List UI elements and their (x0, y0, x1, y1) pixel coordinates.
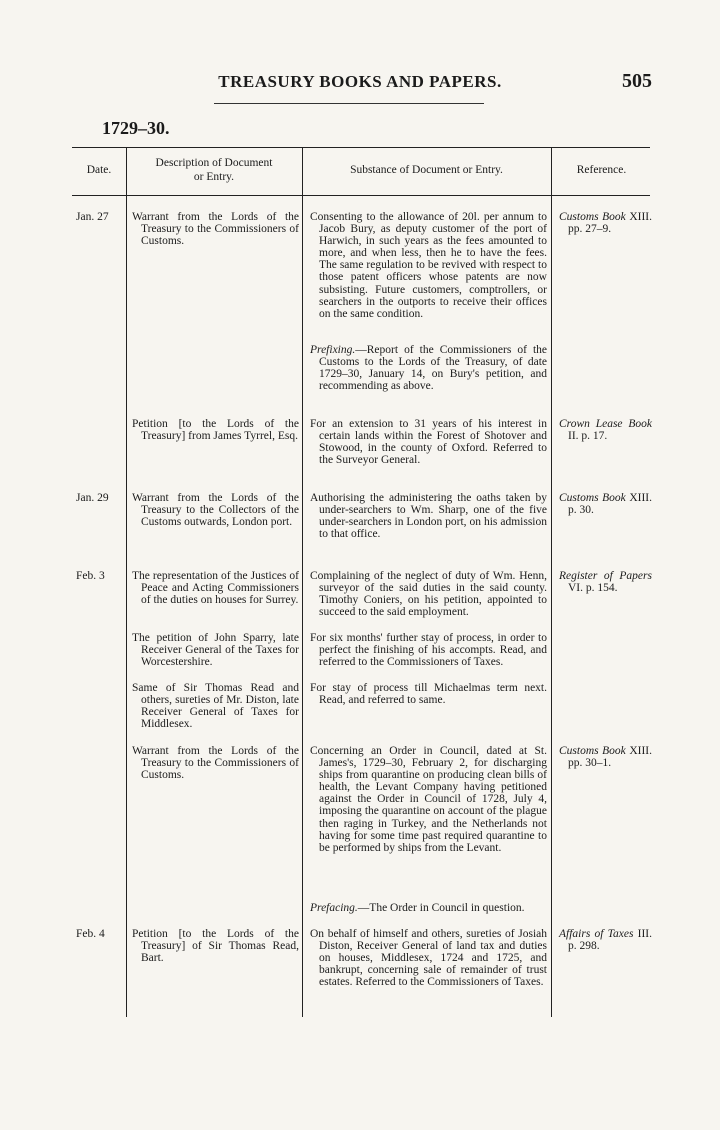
reference-title: Affairs of Taxes (559, 928, 634, 940)
entry-reference (559, 745, 652, 769)
entry-substance: Complaining of the neglect of duty of Wm. Henn, surveyor of the said duties in the said county. Timothy Coniers, on his petition, appointed to succeed to the said employment. (310, 570, 547, 619)
entry-reference (559, 418, 652, 442)
entry-description: Petition [to the Lords of the Treasury] of Sir Thomas Read, Bart. (132, 928, 299, 965)
column-header-description (128, 156, 300, 184)
year-label: 1729–30. (102, 118, 170, 138)
column-header-date: Date. (86, 164, 112, 176)
entry-substance: For six months' further stay of process, in order to perfect the finishing of his accompts. Read, and referred to the Commissioners of Taxes. (310, 632, 547, 669)
running-title: TREASURY BOOKS AND PAPERS. (218, 72, 502, 91)
reference-title: Customs Book (559, 211, 626, 223)
reference-title: Customs Book (559, 492, 626, 504)
entry-substance: Consenting to the allowance of 20l. per annum to Jacob Bury, as deputy customer of the port of Harwich, in such years as the fees amounted to more, and when less, then he to have the fees. The same regulation to be revived with respect to those patent officers whose patents are now subsisting. Future customers, comptrollers, or searchers in the outports to receive their offices on the same condition. (310, 211, 547, 320)
table-top-rule (72, 147, 650, 148)
entry-description: The petition of John Sparry, late Receiver General of the Taxes for Worcestershire. (132, 632, 299, 669)
column-header-substance: Substance of Document or Entry. (350, 164, 503, 176)
note-label: Prefacing. (310, 902, 358, 914)
entry-substance: For stay of process till Michaelmas term next. Read, and referred to same. (310, 682, 547, 707)
table-header-rule (72, 195, 650, 196)
column-header-reference: Reference. (576, 164, 627, 176)
reference-location: XIII. p. 30. (568, 492, 653, 517)
column-header-description-line: or Entry. (193, 171, 235, 183)
entry-date: Jan. 29 (76, 492, 109, 504)
note-label: Prefixing. (310, 344, 356, 356)
column-divider (126, 147, 127, 1017)
entry-reference (559, 570, 652, 594)
page-number: 505 (622, 70, 652, 92)
reference-title: Register of Papers (559, 570, 652, 582)
reference-location: II. p. 17. (568, 430, 608, 443)
entry-substance: For an extension to 31 years of his interest in certain lands within the Forest of Shotover and Stowood, in the county of Oxford. Referred to the Surveyor General. (310, 418, 547, 467)
reference-location: XIII. pp. 27–9. (568, 211, 653, 236)
entry-substance: Authorising the administering the oaths taken by under-searchers to Wm. Sharp, one of the five under-searchers in London port, on his admission to that office. (310, 492, 547, 541)
note-text: —Report of the Commissioners of the Customs to the Lords of the Treasury, of date 1729–30, January 14, on Bury's petition, and recommending as above. (319, 344, 547, 393)
entry-reference (559, 211, 652, 235)
reference-title: Crown Lease Book (559, 418, 652, 430)
entry-description: Same of Sir Thomas Read and others, sureties of Mr. Diston, late Receiver General of Taxes for Middlesex. (132, 682, 299, 731)
entry-date: Feb. 3 (76, 570, 105, 582)
entry-description: The representation of the Justices of Peace and Acting Commissioners of the duties on houses for Surrey. (132, 570, 299, 607)
reference-location: XIII. pp. 30–1. (568, 745, 653, 770)
entry-description: Warrant from the Lords of the Treasury to the Collectors of the Customs outwards, London port. (132, 492, 299, 529)
entry-description: Warrant from the Lords of the Treasury to the Commissioners of Customs. (132, 211, 299, 248)
entry-description: Petition [to the Lords of the Treasury] from James Tyrrel, Esq. (132, 418, 299, 443)
entry-note (310, 344, 547, 392)
entry-reference (559, 928, 652, 952)
entry-reference (559, 492, 652, 516)
header-divider (214, 103, 484, 104)
column-divider (302, 147, 303, 1017)
records-table (72, 147, 653, 1017)
entry-substance: On behalf of himself and others, sureties of Josiah Diston, Receiver General of land tax and duties on houses, Middlesex, 1724 and 1725, and bankrupt, concerning sale of remainder of trust estates. Referred to the Commissioners of Taxes. (310, 928, 547, 989)
reference-title: Customs Book (559, 745, 626, 757)
entry-note (310, 902, 547, 914)
entry-description: Warrant from the Lords of the Treasury to the Commissioners of Customs. (132, 745, 299, 782)
reference-location: III. p. 298. (568, 928, 653, 953)
note-text: —The Order in Council in question. (357, 902, 525, 914)
entry-substance: Concerning an Order in Council, dated at St. James's, 1729–30, February 2, for discharging ships from quarantine on producing clean bills of health, the Levant Company having petitioned against the Order in Council of 1728, July 4, imposing the quarantine on account of the plague then raging in Turkey, and the Netherlands not having for some time past required quarantine to be performed by ships from the Levant. (310, 745, 547, 854)
entry-date: Feb. 4 (76, 928, 105, 940)
reference-location: VI. p. 154. (568, 582, 618, 595)
column-divider (551, 147, 552, 1017)
entry-date: Jan. 27 (76, 211, 109, 223)
column-header-description-line: Description of Document (155, 157, 273, 169)
